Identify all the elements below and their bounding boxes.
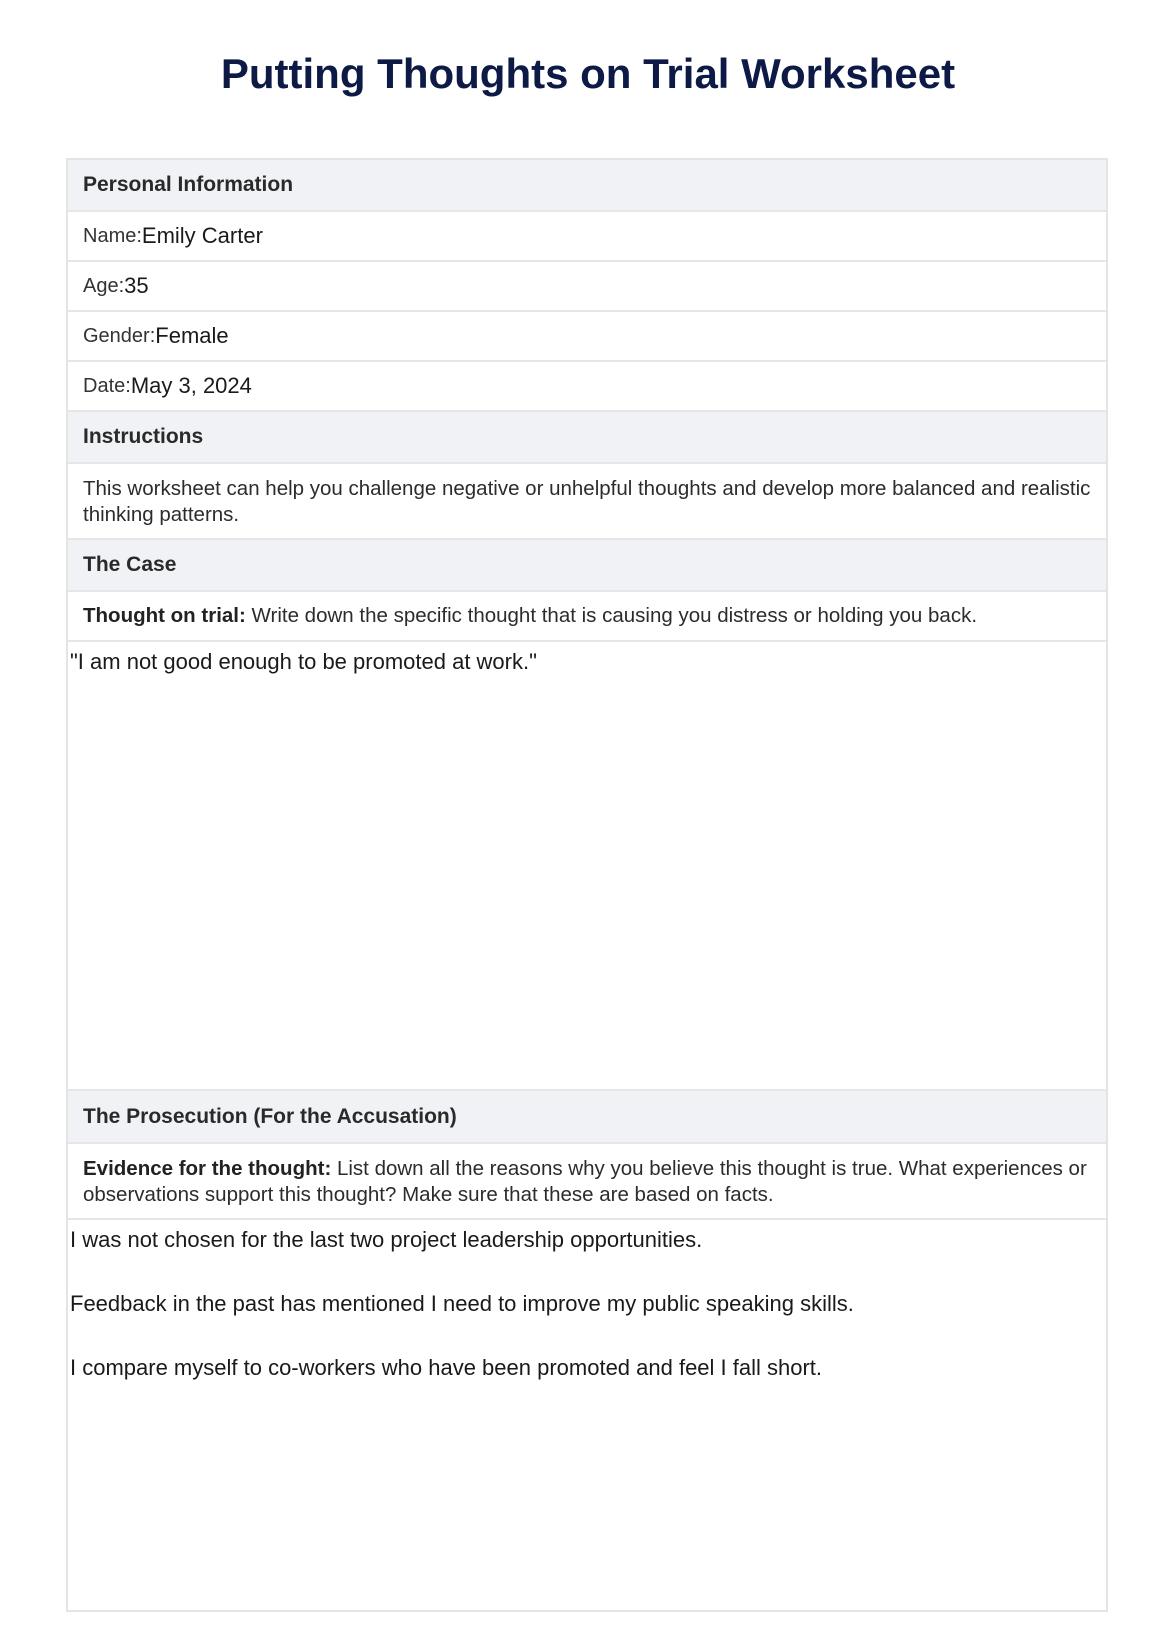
- thought-answer-field[interactable]: [68, 642, 1106, 1091]
- instructions-heading: Instructions: [68, 412, 1106, 464]
- gender-label: Gender:: [83, 324, 156, 347]
- instructions-text: This worksheet can help you challenge negative or unhelpful thoughts and develop more balanced and realistic thinking patterns.: [68, 464, 1106, 540]
- prosecution-prompt-text: List down all the reasons why you believe this thought is true. What experiences or observations support this thought? Make sure that these are based on facts.: [83, 1157, 1087, 1206]
- case-prompt: [68, 592, 1106, 642]
- age-label: Age:: [83, 274, 125, 297]
- personal-info-heading: Personal Information: [68, 160, 1106, 212]
- name-field[interactable]: [68, 212, 1106, 262]
- name-value[interactable]: Emily Carter: [141, 223, 263, 248]
- thought-answer: "I am not good enough to be promoted at work.": [70, 649, 537, 674]
- gender-value[interactable]: Female: [155, 323, 229, 348]
- date-field[interactable]: [68, 362, 1106, 412]
- prosecution-prompt-bold: Evidence for the thought:: [83, 1157, 332, 1180]
- case-prompt-text: Write down the specific thought that is causing you distress or holding you back.: [245, 604, 978, 627]
- age-value[interactable]: 35: [124, 273, 149, 298]
- gender-field[interactable]: [68, 312, 1106, 362]
- evidence-item: Feedback in the past has mentioned I need to improve my public speaking skills.: [70, 1291, 854, 1316]
- evidence-item: I compare myself to co-workers who have been promoted and feel I fall short.: [70, 1355, 823, 1380]
- date-value[interactable]: May 3, 2024: [130, 373, 252, 398]
- prosecution-prompt: [68, 1144, 1106, 1220]
- name-label: Name:: [83, 224, 142, 247]
- evidence-item: I was not chosen for the last two project leadership opportunities.: [70, 1227, 703, 1252]
- worksheet: [66, 158, 1108, 1612]
- date-label: Date:: [83, 374, 131, 397]
- evidence-answer-field[interactable]: [68, 1220, 1106, 1610]
- age-field[interactable]: [68, 262, 1106, 312]
- prosecution-heading: The Prosecution (For the Accusation): [68, 1091, 1106, 1144]
- page-title: Putting Thoughts on Trial Worksheet: [220, 50, 956, 97]
- case-prompt-bold: Thought on trial:: [83, 604, 246, 627]
- case-heading: The Case: [68, 540, 1106, 592]
